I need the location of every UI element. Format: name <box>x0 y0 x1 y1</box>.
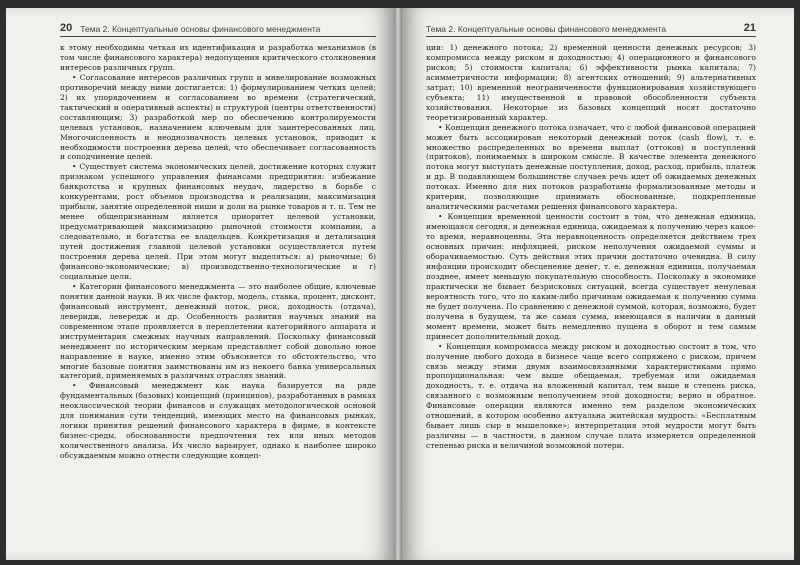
left-page-body <box>60 43 376 461</box>
paragraph: • Концепция денежного потока означает, что с любой финансовой операцией может быть ассоциирован некоторый денежный поток (cash flow), т. е. множество распределенных во времени выплат (оттоков) и поступлений (притоков), понимаемых в широком смысле. В качестве элемента денежного потока могут выступать денежные поступления, доход, расход, прибыль, платеж и др. В подавляющем большинстве случаев речь идет об ожидаемых денежных потоках. Именно для них потоков разработаны формализованные методы и критерии, позволяющие принимать обоснованные, подкрепленные аналитическими расчетами решения финансового характера. <box>426 122 756 212</box>
left-page-header <box>60 22 376 37</box>
paragraph: ции: 1) денежного потока; 2) временной ценности денежных ресурсов; 3) компромисса между риском и доходностью; 4) операционного и финансового рисков; 5) стоимости капитала; 6) эффективности рынка капитала; 7) асимметричности информации; 8) агентских отношений; 9) альтернативных затрат; 10) временной неограниченности функционирования хозяйствующего субъекта; 11) имущественной и правовой обособленности субъекта хозяйствования. Некоторые из базовых концепций носят достаточно теоретизированный характер. <box>426 43 756 122</box>
paragraph: • Концепция компромисса между риском и доходностью состоит в том, что получение любого дохода в бизнесе чаще всего сопряжено с риском, причем связь между этими двумя взаимосвязанными характеристиками прямо пропорциональная: чем выше обещаемая, требуемая или ожидаемая доходность, т. е. отдача на вложенный капитал, тем выше и степень риска, связанного с возможным неполучением этой доходности; верно и обратное. Финансовые операции являются именно тем разделом экономических отношений, в котором особенно актуальна житейская мудрость: «Бесплатным бывает лишь сыр в мышеловке»; интерпретация этой мудрости могут быть различны — в частности, в данном случае плата измеряется определенной степенью риска и величиной возможной потери. <box>426 341 756 451</box>
right-page <box>402 8 794 560</box>
paragraph: к этому необходимы четкая их идентификация и разработка механизмов (в том числе финансового характера) недопущения критического столкновения интересов различных групп. <box>60 43 376 72</box>
right-page-body <box>426 43 756 451</box>
paragraph: • Существует система экономических целей, достижение которых служит признаком успешного управления финансами предприятия: избежание банкротства и крупных финансовых неудач, лидерство в борьбе с конкурентами, рост объемов производства и реализации, максимизация прибыли, занятие определенной ниши и доли на рынке товаров и т. п. Тем не менее общепризнанным является приоритет целевой установки, предусматривающей максимизацию рыночной стоимости компании, а следовательно, и богатства ее владельцев. Конкретизация и детализация путей достижения главной целевой установки осуществляется путем построения дерева целей. При этом могут выделяться: а) рыночные; б) финансово-экономические; в) производственно-технологические и г) социальные цели. <box>60 162 376 281</box>
paragraph: • Концепция временной ценности состоит в том, что денежная единица, имеющаяся сегодня, и денежная единица, ожидаемая к получению через какое-то время, неравноценны. Эта неравноценность определяется действием трех основных причин: инфляцией, риском неполучения ожидаемой суммы и оборачиваемостью. Суть действия этих причин достаточно очевидна. В силу инфляции происходит обесценение денег, т. е. денежная единица, получаемая позднее, имеет меньшую покупательную способность. Поскольку в экономике практически не бывает безрисковых ситуаций, всегда существует ненулевая вероятность того, что по каким-либо причинам ожидаемая к получению сумма не будет получена. По сравнению с денежной суммой, которая, возможно, будет получена в будущем, та же самая сумма, имеющаяся в наличии в данный момент времени, может быть немедленно пущена в оборот и тем самым принесет дополнительный доход. <box>426 212 756 341</box>
left-running-header: Тема 2. Концептуальные основы финансового менеджмента <box>80 24 321 34</box>
book-gutter <box>394 8 402 560</box>
right-page-number: 21 <box>743 22 756 34</box>
left-page-number: 20 <box>60 22 73 34</box>
paragraph: • Финансовый менеджмент как наука базируется на ряде фундаментальных (базовых) концепций (принципов), разработанных в рамках неоклассической теории финансов и служащих методологической основой для понимания сути тенденций, имеющих место на финансовых рынках, логики принятия решений финансового характера в фирме, в контексте бизнес-среды, обоснованности предпочтения тех или иных методов количественного анализа. Их число варьирует, однако к наиболее широко обсуждаемым можно отнести следующие концеп- <box>60 381 376 461</box>
right-running-header: Тема 2. Концептуальные основы финансового менеджмента <box>426 24 667 34</box>
paragraph: • Согласование интересов различных групп и мнвелирование возможных противоречий между ними достигается: 1) формулированием четких целей; 2) их упорядочением и согласованием во времени (стратегический, тактический и оперативный аспекты) и структурой (центры ответственности) составляющим; 3) разработкой мер по обеспечению контролируемости целевых установок, назначением ключевым для заинтересованных лиц. Многочисленность и неоднозначность целевых установок, приводит к необходимости построения дерева целей, что обеспечивает согласованность и соподчинение целей. <box>60 72 376 162</box>
left-page <box>6 8 394 560</box>
paragraph: • Категории финансового менеджмента — это наиболее общие, ключевые понятия данной науки. В их числе фактор, модель, ставка, процент, дисконт, финансовый инструмент, денежный поток, риск, доходность (отдача), леверидж, левередж и др. Особенность развития научных знаний на современном этапе проявляется в переплетении категорийного аппарата и инструментария смежных научных направлений. Поскольку финансовый менеджмент по историческим меркам представляет собой довольно юное направление в науке, именно этим объясняется то обстоятельство, что многие базовые понятия заимствованы им из некоего банка универсальных категорий, применяемых в различных отраслях знаний. <box>60 281 376 381</box>
right-page-header <box>426 22 756 37</box>
